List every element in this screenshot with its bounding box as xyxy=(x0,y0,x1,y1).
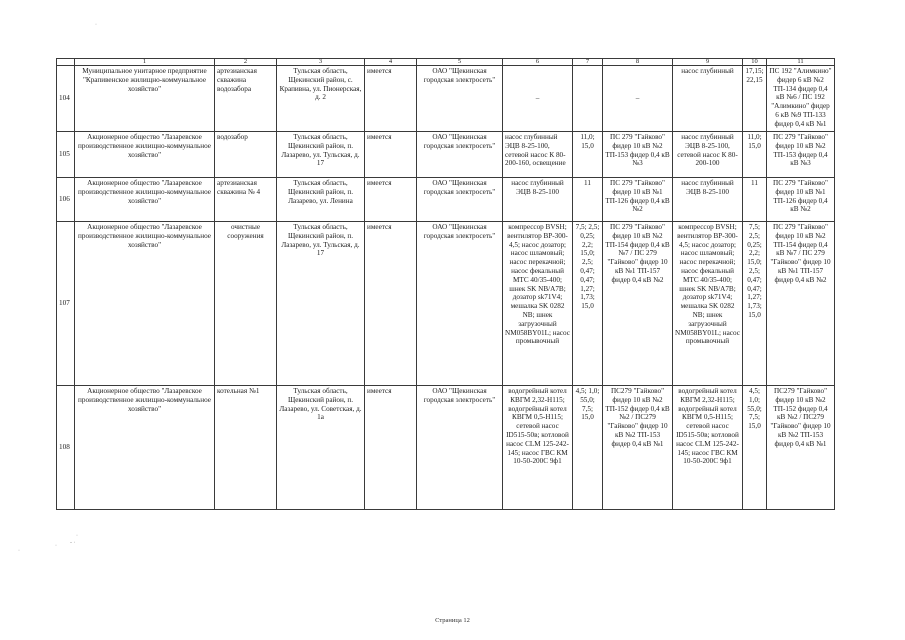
header-cell: 11 xyxy=(767,59,835,66)
power-cell: 4,5; 1,0; 55,0; 7,5; 15,0 xyxy=(743,386,767,510)
equipment-cell: водогрейный котел КВГМ 2,32-Н115; водогрейный котел КВГМ 0,5-Н115; сетевой насос ID515-50в; котловой насос CLM 125-242-145; насос ГВС КМ 10-50-200С 9ф1 xyxy=(673,386,743,510)
status-cell: имеется xyxy=(365,386,417,510)
feeder-cell: ПС279 "Гайково" фидер 10 кВ №2 ТП-152 фидер 0,4 кВ №2 / ПС279 "Гайково" фидер 10 кВ №2 ТП-153 фидер 0,4 кВ №1 xyxy=(603,386,673,510)
organization-cell: Акционерное общество "Лазаревское производственное жилищно-коммунальное хозяйство" xyxy=(75,222,215,386)
power-cell: 11 xyxy=(573,178,603,222)
address-cell: Тульская область, Щекинский район, п. Лазарево, ул. Советская, д. 1а xyxy=(277,386,365,510)
address-cell: Тульская область, Щекинский район, п. Лазарево, ул. Тульская, д. 17 xyxy=(277,222,365,386)
address-cell: Тульская область, Щекинский район, с. Крапивна, ул. Пионерская, д. 2 xyxy=(277,66,365,132)
table-row xyxy=(57,222,835,386)
power-cell xyxy=(573,66,603,132)
equipment-cell: насос глубинный ЭЦВ 8-25-100 xyxy=(673,178,743,222)
supplier-cell: ОАО "Щекинская городская электросеть" xyxy=(417,132,503,178)
organization-cell: Акционерное общество "Лазаревское производственное жилищно-коммунальное хозяйство" xyxy=(75,178,215,222)
feeder-cell: ПС279 "Гайково" фидер 10 кВ №2 ТП-152 фидер 0,4 кВ №2 / ПС279 "Гайково" фидер 10 кВ №2 ТП-153 фидер 0,4 кВ №1 xyxy=(767,386,835,510)
status-cell: имеется xyxy=(365,178,417,222)
organization-cell: Акционерное общество "Лазаревское производственное жилищно-коммунальное хозяйство" xyxy=(75,132,215,178)
table-row xyxy=(57,178,835,222)
header-cell: 10 xyxy=(743,59,767,66)
power-cell: 17,15; 22,15 xyxy=(743,66,767,132)
object-cell: артезианская скважина водозабора xyxy=(215,66,277,132)
header-cell: 4 xyxy=(365,59,417,66)
table-row xyxy=(57,66,835,132)
equipment-cell: – xyxy=(503,66,573,132)
power-cell: 4,5; 1,0; 55,0; 7,5; 15,0 xyxy=(573,386,603,510)
status-cell: имеется xyxy=(365,66,417,132)
object-cell: котельная №1 xyxy=(215,386,277,510)
header-cell-blank xyxy=(57,59,75,66)
feeder-cell: ПС 279 "Гайково" фидер 10 кВ №2 ТП-154 фидер 0,4 кВ №7 / ПС 279 "Гайково" фидер 10 кВ №1 ТП-157 фидер 0,4 кВ №2 xyxy=(603,222,673,386)
table-row xyxy=(57,386,835,510)
supplier-cell: ОАО "Щекинская городская электросеть" xyxy=(417,66,503,132)
object-cell: водозабор xyxy=(215,132,277,178)
address-cell: Тульская область, Щекинский район, п. Лазарево, ул. Ленина xyxy=(277,178,365,222)
object-cell: очистные сооружения xyxy=(215,222,277,386)
scan-speck: - · xyxy=(70,540,76,546)
row-number: 105 xyxy=(57,132,75,178)
header-cell: 5 xyxy=(417,59,503,66)
header-cell: 8 xyxy=(603,59,673,66)
power-cell: 7,5; 2,5; 0,25; 2,2; 15,0; 2,5; 0,47; 0,47; 1,27; 1,73; 15,0 xyxy=(743,222,767,386)
equipment-cell: водогрейный котел КВГМ 2,32-Н115; водогрейный котел КВГМ 0,5-Н115; сетевой насос ID515-50в; котловой насос CLM 125-242-145; насос ГВС КМ 10-50-200С 9ф1 xyxy=(503,386,573,510)
power-cell: 11 xyxy=(743,178,767,222)
power-cell: 11,0; 15,0 xyxy=(573,132,603,178)
feeder-cell: ПС 192 "Алимкино" фидер 6 кВ №2 ТП-134 фидер 0,4 кВ №6 / ПС 192 "Алимкино" фидер 6 кВ №9 ТП-133 фидер 0,4 кВ №1 xyxy=(767,66,835,132)
feeder-cell: ПС 279 "Гайково" фидер 10 кВ №1 ТП-126 фидер 0,4 кВ №2 xyxy=(603,178,673,222)
address-cell: Тульская область, Щекинский район, п. Лазарево, ул. Тульская, д. 17 xyxy=(277,132,365,178)
equipment-cell: компрессор BVSH; вентилятор ВР-300-4,5; насос дозатор; насос шламовый; насос перекачной; насос фекальный МТС 40/35-400; шнек SK NB/A7B; дозатор sk71V4; мешалка SK 0282 NB; шнек загрузочный NM058BY01L; насос промывочный xyxy=(673,222,743,386)
power-cell: 11,0; 15,0 xyxy=(743,132,767,178)
scan-speck: · xyxy=(95,22,97,28)
row-number: 107 xyxy=(57,222,75,386)
equipment-cell: насос глубинный ЭЦВ 8-25-100 xyxy=(503,178,573,222)
feeder-cell: ПС 279 "Гайково" фидер 10 кВ №1 ТП-126 фидер 0,4 кВ №2 xyxy=(767,178,835,222)
equipment-cell: насос глубинный xyxy=(673,66,743,132)
header-cell: 3 xyxy=(277,59,365,66)
row-number: 104 xyxy=(57,66,75,132)
supplier-cell: ОАО "Щекинская городская электросеть" xyxy=(417,386,503,510)
equipment-cell: насос глубинный ЭЦВ 8-25-100, сетевой насос К 80-200-100 xyxy=(673,132,743,178)
scan-speck: · xyxy=(55,543,57,549)
feeder-cell: ПС 279 "Гайково" фидер 10 кВ №2 ТП-153 фидер 0,4 кВ №3 xyxy=(603,132,673,178)
header-cell: 6 xyxy=(503,59,573,66)
header-cell: 9 xyxy=(673,59,743,66)
feeder-cell: ПС 279 "Гайково" фидер 10 кВ №2 ТП-154 фидер 0,4 кВ №7 / ПС 279 "Гайково" фидер 10 кВ №1 ТП-157 фидер 0,4 кВ №2 xyxy=(767,222,835,386)
equipment-cell: насос глубинный ЭЦВ 8-25-100, сетевой насос К 80-200-160, освещение xyxy=(503,132,573,178)
power-cell: 7,5; 2,5; 0,25; 2,2; 15,0; 2,5; 0,47; 0,47; 1,27; 1,73; 15,0 xyxy=(573,222,603,386)
page-footer: Страница 12 xyxy=(435,617,470,624)
row-number: 106 xyxy=(57,178,75,222)
table-row xyxy=(57,132,835,178)
register-table xyxy=(56,58,835,510)
header-cell: 1 xyxy=(75,59,215,66)
scan-speck: · xyxy=(76,533,78,539)
header-cell: 2 xyxy=(215,59,277,66)
supplier-cell: ОАО "Щекинская городская электросеть" xyxy=(417,222,503,386)
status-cell: имеется xyxy=(365,222,417,386)
column-number-row xyxy=(57,59,835,66)
header-cell: 7 xyxy=(573,59,603,66)
object-cell: артезианская скважина № 4 xyxy=(215,178,277,222)
equipment-cell: компрессор BVSH; вентилятор ВР-300-4,5; насос дозатор; насос шламовый; насос перекачной; насос фекальный МТС 40/35-400; шнек SK NB/A7B; дозатор sk71V4; мешалка SK 0282 NB; шнек загрузочный NM058BY01L; насос промывочный xyxy=(503,222,573,386)
scan-speck: · xyxy=(18,548,20,554)
row-number: 108 xyxy=(57,386,75,510)
feeder-cell: ПС 279 "Гайково" фидер 10 кВ №2 ТП-153 фидер 0,4 кВ №3 xyxy=(767,132,835,178)
organization-cell: Муниципальное унитарное предприятие "Крапивенское жилищно-коммунальное хозяйство" xyxy=(75,66,215,132)
status-cell: имеется xyxy=(365,132,417,178)
supplier-cell: ОАО "Щекинская городская электросеть" xyxy=(417,178,503,222)
organization-cell: Акционерное общество "Лазаревское производственное жилищно-коммунальное хозяйство" xyxy=(75,386,215,510)
feeder-cell: – xyxy=(603,66,673,132)
